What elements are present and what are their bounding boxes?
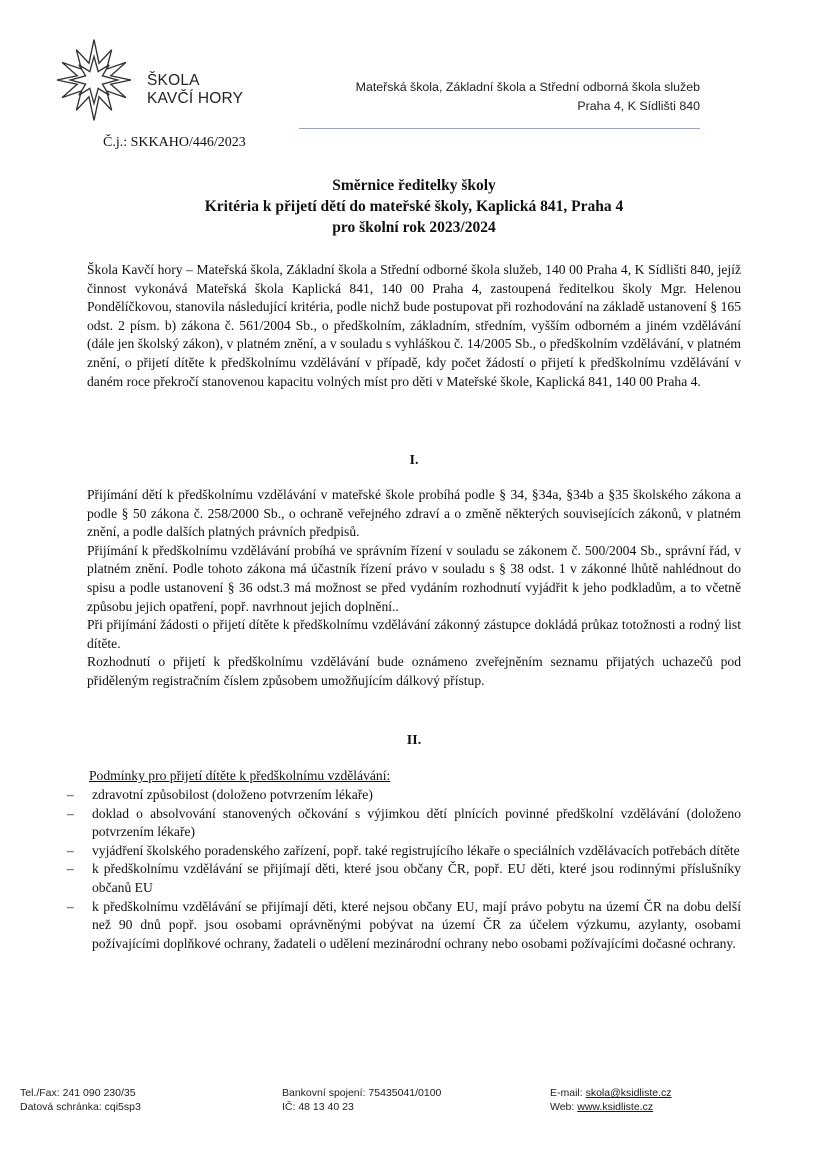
footer-bank [282, 1086, 441, 1114]
school-logo-star-icon [52, 38, 136, 122]
school-name-line1: ŠKOLA [147, 72, 200, 89]
bullet-dash: – [67, 861, 74, 877]
bullet-dash: – [67, 787, 74, 802]
organization-header [356, 78, 700, 116]
footer-web-label: Web: [550, 1101, 578, 1113]
condition-text: k předškolnímu vzdělávání se přijímají děti, které jsou občany ČR, popř. EU děti, které jsou rodinnými příslušníky občanů EU [92, 861, 741, 895]
section-1-paragraph: Přijímání dětí k předškolnímu vzdělávání v mateřské škole probíhá podle § 34, §34a, §34b a §35 školského zákona a podle § 50 zákona č. 258/2000 Sb., o ochraně veřejného zdraví a o změně některých souvisejících zákonů, v platném znění, a podle dalších platných právních předpisů. [87, 487, 741, 540]
section-2-heading: II. [406, 733, 422, 748]
footer-bank-account: Bankovní spojení: 75435041/0100 [282, 1087, 442, 1099]
condition-text: k předškolnímu vzdělávání se přijímají děti, které nejsou občany EU, mají právo pobytu na území ČR na dobu delší než 90 dnů popř. jsou osobami oprávněnými pobývat na území ČR za účelem výzkumu, azylanty, osobami požívajícími doplňkové ochrany, žadateli o udělení mezinárodní ochrany nebo osobami požívajícími dočasné ochrany. [92, 898, 741, 951]
title-line-1: Směrnice ředitelky školy [332, 177, 496, 194]
school-name [147, 72, 243, 108]
section-1-paragraph: Rozhodnutí o přijetí k předškolnímu vzdělávání bude oznámeno zveřejněním seznamu přijatých uchazečů pod přiděleným registračním číslem způsobem umožňujícím dálkový přístup. [87, 654, 741, 688]
condition-text: zdravotní způsobilost (doloženo potvrzením lékaře) [92, 787, 373, 802]
list-item [67, 786, 741, 805]
bullet-dash: – [67, 898, 74, 914]
title-line-2: Kritéria k přijetí dětí do mateřské školy, Kaplická 841, Praha 4 [204, 198, 624, 215]
conditions-list [67, 786, 741, 953]
footer-contact [20, 1086, 141, 1114]
bullet-dash: – [67, 805, 74, 821]
list-item [67, 805, 741, 842]
condition-text: doklad o absolvování stanovených očkování s výjimkou dětí plnících povinné předškolní vzdělávání (doloženo potvrzením lékaře) [92, 805, 741, 840]
website-link[interactable]: www.ksidliste.cz [577, 1101, 654, 1113]
title-line-3: pro školní rok 2023/2024 [332, 219, 496, 236]
list-item [67, 898, 741, 954]
intro-paragraph: Škola Kavčí hory – Mateřská škola, Základní škola a Střední odborné škola služeb, 140 00 Praha 4, K Sídlišti 840, jejíž činnost vykonává Mateřská škola Kaplická 841, 140 00 Praha 4, zastoupená ředitelkou školy Mgr. Helenou Pondělíčkovou, stanovila následující kritéria, podle nichž bude postupovat při rozhodování na základě ustanovení § 165 odst. 2 písm. b) zákona č. 561/2004 Sb., o předškolním, základním, středním, vyšším odborném a jiném vzdělávání (dále jen školský zákon), v platném znění, a v souladu s vyhláškou č. 14/2005 Sb., o předškolním vzdělávání, v platném znění, o přijetí dítěte k předškolnímu vzdělávání v případě, kdy počet žádostí o přijetí k předškolnímu vzdělávání v daném roce překročí stanovenou kapacitu volných míst pro děti v Mateřské škole, Kaplická 841, 140 00 Praha 4. [87, 262, 741, 389]
header-divider [299, 128, 700, 129]
footer-ico: IČ: 48 13 40 23 [282, 1101, 354, 1113]
conditions-title: Podmínky pro přijetí dítěte k předškolnímu vzdělávání: [89, 768, 391, 783]
footer-email-row [550, 1086, 672, 1100]
list-item [67, 860, 741, 897]
footer-phone: Tel./Fax: 241 090 230/35 [20, 1087, 136, 1099]
list-item [67, 842, 741, 861]
organization-name: Mateřská škola, Základní škola a Střední odborná škola služeb [355, 80, 700, 94]
section-1-paragraph: Přijímání k předškolnímu vzdělávání probíhá ve správním řízení v souladu se zákonem č. 500/2004 Sb., správní řád, v platném znění. Podle tohoto zákona má účastník řízení právo v souladu s § 38 odst. 1 v zákonné lhůtě nahlédnout do spisu a podle ustanovení § 36 odst.3 má možnost se před vydáním rozhodnutí vyjádřit k jeho podkladům, a to včetně způsobu jejich opatření, popř. navrhnout jejich doplnění.. [87, 542, 741, 614]
condition-text: vyjádření školského poradenského zařízení, popř. také registrujícího lékaře o speciálních vzdělávacích potřebách dítěte [92, 842, 740, 858]
footer-databox: Datová schránka: cqi5sp3 [20, 1101, 141, 1113]
organization-address: Praha 4, K Sídlišti 840 [577, 99, 700, 113]
section-1-heading: I. [409, 453, 419, 468]
email-link[interactable]: skola@ksidliste.cz [585, 1087, 672, 1099]
footer-web-row [550, 1100, 672, 1114]
bullet-dash: – [67, 842, 74, 858]
footer-online [550, 1086, 672, 1114]
section-1-body [87, 486, 741, 691]
reference-number: Č.j.: SKKAHO/446/2023 [103, 135, 246, 150]
footer-email-label: E-mail: [550, 1087, 586, 1099]
school-name-line2: KAVČÍ HORY [147, 90, 244, 107]
document-title [87, 175, 741, 238]
section-1-paragraph: Při přijímání žádosti o přijetí dítěte k předškolnímu vzdělávání zákonný zástupce dokládá průkaz totožnosti a rodný list dítěte. [87, 617, 741, 651]
